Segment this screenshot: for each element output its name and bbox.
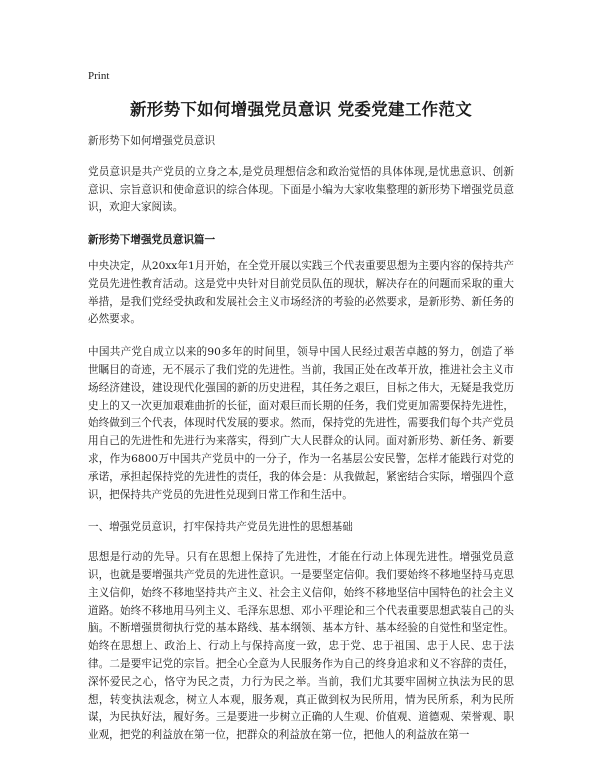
- document-page: [88, 70, 514, 745]
- subheading-1: 一、增强党员意识，打牢保持共产党员先进性的思想基础: [88, 521, 353, 534]
- body-paragraph-1: 中央决定，从20xx年1月开始，在全党开展以实践三个代表重要思想为主要内容的保持共产党员先进性教育活动。这是党中央针对目前党员队伍的现状，解决存在的问题而采取的重大举措，是我们党经受执政和发展社会主义市场经济的考验的必然要求，是新形势、新任务的必然要求。: [88, 259, 514, 326]
- body-paragraph-3: 思想是行动的先导。只有在思想上保持了先进性，才能在行动上体现先进性。增强党员意识，也就是要增强共产党员的先进性意识。一是要坚定信仰。我们要始终不移地坚持马克思主义信仰，始终不移地坚持共产主义、社会主义信仰，始终不移地坚信中国特色的社会主义道路。始终不移地用马列主义、毛泽东思想、邓小平理论和三个代表重要思想武装自己的头脑。不断增强贯彻执行党的基本路线、基本纲领、基本方针、基本经验的自觉性和坚定性。始终在思想上、政治上、行动上与保持高度一致，忠于党、忠于祖国、忠于人民、忠于法律。二是要牢记党的宗旨。把全心全意为人民服务作为自己的终身追求和义不容辞的责任，深怀爱民之心，恪守为民之责，力行为民之举。当前，我们尤其要牢固树立执法为民的思想，转变执法观念，树立人本观，服务观，真正做到权为民所用，情为民所系，利为民所谋，为民执好法，履好务。三是要进一步树立正确的人生观、价值观、道德观、荣誉观、职业观，把党的利益放在第一位，把群众的利益放在第一位，把他人的利益放在第一: [88, 551, 514, 742]
- document-title: 新形势下如何增强党员意识 党委党建工作范文: [129, 100, 473, 119]
- section-title: 新形势下增强党员意识篇一: [88, 234, 216, 247]
- print-link[interactable]: Print: [88, 70, 110, 82]
- document-subtitle: 新形势下如何增强党员意识: [88, 135, 216, 147]
- body-paragraph-2: 中国共产党自成立以来的90多年的时间里，领导中国人民经过艰苦卓越的努力，创造了举世瞩目的奇迹，无不展示了我们党的先进性。当前，我国正处在改革开放，推进社会主义市场经济建设，建设现代化强国的新的历史进程，其任务之艰巨，目标之伟大，无疑是我党历史上的又一次更加艰难曲折的长征，面对艰巨而长期的任务，我们党更加需要保持先进性，始终做到三个代表，体现时代发展的要求。然而，保持党的先进性，需要我们每个共产党员用自己的先进性和先进行为来落实，得到广大人民群众的认同。面对新形势、新任务、新要求，作为6800万中国共产党员中的一分子，作为一名基层公安民警，怎样才能践行对党的承诺，承担起保持党的先进性的责任，我的体会是：从我做起，紧密结合实际，增强四个意识，把保持共产党员的先进性兑现到日常工作和生活中。: [88, 346, 514, 501]
- intro-paragraph: 党员意识是共产党员的立身之本,是党员理想信念和政治觉悟的具体体现,是忧患意识、创新意识、宗旨意识和使命意识的综合体现。下面是小编为大家收集整理的新形势下增强党员意识，欢迎大家阅读。: [88, 165, 514, 214]
